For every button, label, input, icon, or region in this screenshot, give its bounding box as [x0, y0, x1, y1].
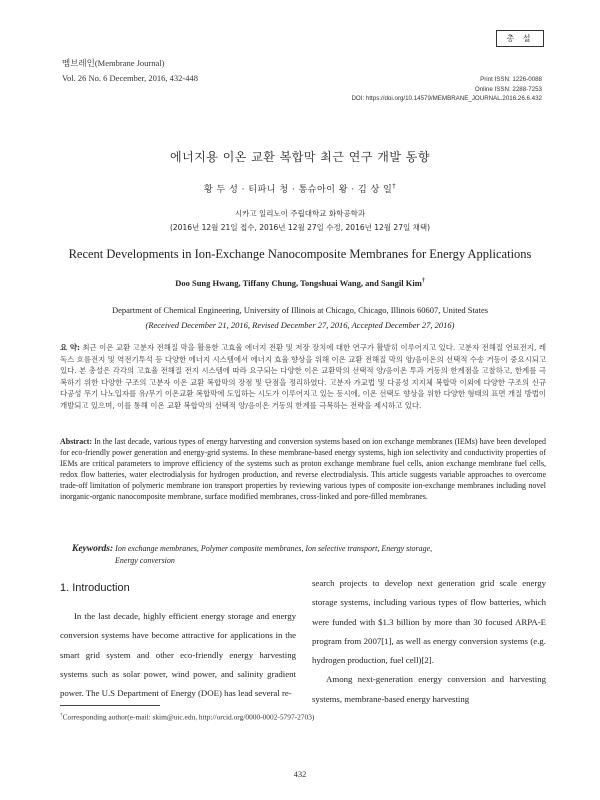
keywords — [72, 543, 542, 566]
left-column — [60, 607, 296, 703]
journal-name: 멤브레인(Membrane Journal) — [62, 58, 165, 68]
korean-abstract-label: 요 약: — [60, 343, 80, 352]
issn-block — [351, 75, 542, 104]
online-issn: Online ISSN: 2288-7253 — [474, 85, 542, 93]
left-paragraph: In the last decade, highly efficient energy storage and energy conversion systems have become attractive for applications in the smart grid system and other eco-friendly energy harvesting systems such as solar power, wind power, and salinity gradient power. The U.S Department of Energy (DOE) has lead several re- — [60, 611, 296, 699]
korean-corresponding-mark: † — [392, 183, 396, 190]
korean-dates: (2016년 12월 21일 접수, 2016년 12월 27일 수정, 2016년 12월 27일 채택) — [169, 223, 431, 232]
english-authors-text: Doo Sung Hwang, Tiffany Chung, Tongshuai Wang, and Sangil Kim — [175, 278, 422, 288]
page-number: 432 — [293, 769, 307, 779]
korean-authors — [0, 182, 600, 195]
korean-abstract — [60, 342, 546, 412]
english-abstract — [60, 436, 546, 503]
keywords-line2: Energy conversion — [115, 556, 175, 565]
keywords-label: Keywords: — [72, 544, 114, 554]
korean-abstract-text: 최근 이온 교환 고분자 전해질 막을 활용한 고효율 에너지 전환 및 저장 장치에 대한 연구가 활발히 이루어지고 있다. 고분자 전해질 연료전지, 레독스 흐름전지 및 역전기투석 등 다양한 에너지 시스템에서 에너지 효율 향상을 위해 이온 교환 전해질 막의 양/음이온의 선택적 수송 거동이 중요시되고 있다. 본 총설은 각각의 고효율 전해질 전지 시스템에 따라 요구되는 다양한 이온 교환막의 선택적 양/음이온 투과 거동의 한계점을 고찰하고, 한계를 극복하기 위한 다양한 구조의 고분자 이온 교환 복합막의 장점 및 단점을 정리하였다. 고분자 가교법 및 다공성 지지체 복합막 이외에 다양한 구조의 신규다공성 무기 나노입자를 유/무기 이온교환 복합막에 도입하는 시도가 이루어지고 있는 동시에, 이온 선택도 향상을 위한 다양한 형태의 표면 개질 방법이 개발되고 있으며, 이를 통해 이온 교환 복합막의 선택적 양/음이온 거동의 한계를 극복하는 전략을 제시하고 있다. — [60, 343, 547, 410]
english-affiliation: Department of Chemical Engineering, University of Illinois at Chicago, Chicago, Illinois 60607, United States — [111, 305, 489, 315]
journal-header — [62, 56, 198, 86]
footnote — [60, 712, 314, 721]
article-type-badge: 총 설 — [496, 30, 544, 47]
doi-link[interactable]: DOI: https://doi.org/10.14579/MEMBRANE_JOURNAL.2016.26.6.432 — [351, 95, 542, 103]
english-abstract-text: In the last decade, various types of energy harvesting and conversion systems based on ion exchange membranes (IEMs) have been developed for eco-friendly power generation and energy-grid systems. In these membrane-based energy systems, high ion selectivity and conductivity properties of IEMs are critical parameters to improve efficiency of the systems such as proton exchange membrane fuel cells, anion exchange membrane fuel cells, redox flow batteries, water electrodialysis for hydrogen production, and reverse electrodialysis. This article suggests variable approaches to overcome trade-off limitation of polymeric membrane ion transport properties by reviewing various types of composite ion-exchange membranes including novel inorganic-organic nanocomposite membrane, surface modified membranes, cross-linked and pore-filled membranes. — [60, 437, 546, 502]
korean-affiliation: 시카고 일리노이 주립대학교 화학공학과 — [234, 209, 366, 218]
korean-title: 에너지용 이온 교환 복합막 최근 연구 개발 동향 — [170, 150, 430, 164]
keywords-line1: Ion exchange membranes, Polymer composite membranes, Ion selective transport, Energy storage, — [115, 544, 433, 553]
english-authors — [0, 278, 600, 288]
right-paragraph-1: search projects to develop next generation grid scale energy storage systems, including various types of flow batteries, which were funded with $1.3 billion by more than 30 focused ARPA-E program from 2007[1], as well as energy conversion systems (e.g. hydrogen production, fuel cell)[2]. — [312, 578, 546, 666]
footnote-text: Corresponding author(e-mail: skim@uic.edu, http://orcid.org/0000-0002-5797-2703) — [62, 712, 315, 722]
right-column — [312, 574, 546, 709]
right-paragraph-2: Among next-generation energy conversion and harvesting systems, membrane-based energy harvesting — [312, 674, 546, 704]
section-heading: 1. Introduction — [60, 582, 130, 594]
journal-volume: Vol. 26 No. 6 December, 2016, 432-448 — [62, 73, 198, 83]
korean-authors-text: 황 두 성 · 티파니 청 · 통슈아이 왕 · 김 상 일 — [204, 185, 393, 195]
print-issn: Print ISSN: 1226-0088 — [480, 76, 542, 83]
footnote-mark: † — [60, 712, 63, 718]
english-abstract-label: Abstract: — [60, 437, 92, 446]
english-title: Recent Developments in Ion-Exchange Nanocomposite Membranes for Energy Applications — [68, 247, 532, 261]
english-dates: (Received December 21, 2016, Revised December 27, 2016, Accepted December 27, 2016) — [145, 320, 455, 330]
english-corresponding-mark: † — [421, 278, 425, 285]
footnote-divider — [60, 705, 160, 706]
